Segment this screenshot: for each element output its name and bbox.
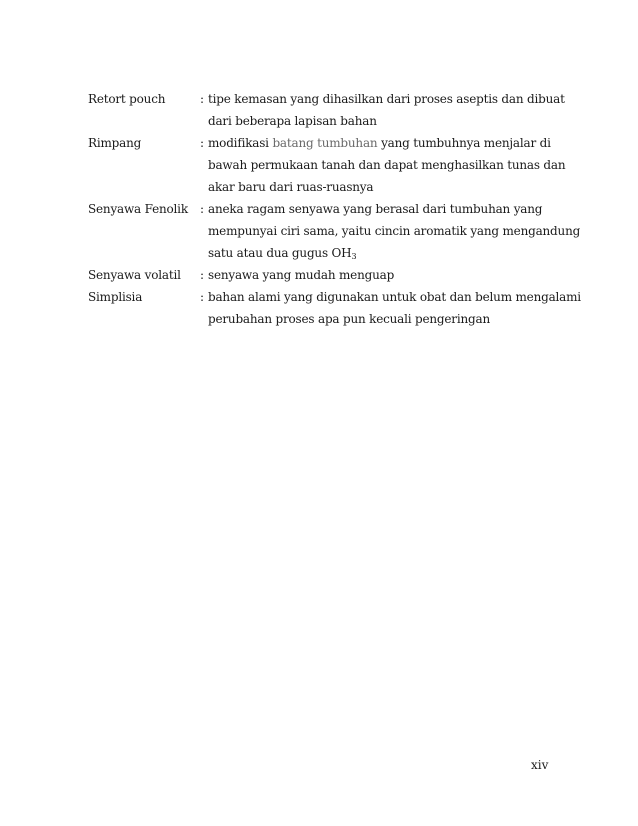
definition-line: mempunyai ciri sama, yaitu cincin aromatik yang mengandung (208, 224, 581, 238)
definition-line: perubahan proses apa pun kecuali pengeringan (208, 312, 490, 326)
glossary-definition (208, 198, 580, 264)
definition-line (208, 242, 580, 264)
glossary-definition (208, 132, 565, 198)
colon-separator: : (200, 92, 204, 106)
definition-line: senyawa yang mudah menguap (208, 268, 395, 282)
glossary-term: Rimpang (88, 136, 142, 150)
glossary-entry-simplisia (88, 286, 581, 330)
colon-separator: : (200, 202, 204, 216)
definition-line: tipe kemasan yang dihasilkan dari proses aseptis dan dibuat (208, 92, 565, 106)
glossary-entry-senyawa-fenolik (88, 198, 581, 264)
glossary-entry-senyawa-volatil (88, 264, 558, 286)
glossary-definition (208, 88, 565, 132)
colon-separator: : (200, 268, 204, 282)
glossary-term: Senyawa volatil (88, 268, 181, 282)
glossary-term: Simplisia (88, 290, 143, 304)
colon-separator: : (200, 136, 204, 150)
definition-line (208, 132, 565, 154)
glossary-term: Retort pouch (88, 92, 166, 106)
glossary-definition (208, 286, 581, 330)
definition-line: bahan alami yang digunakan untuk obat dan belum mengalami (208, 290, 581, 304)
definition-line: dari beberapa lapisan bahan (208, 114, 377, 128)
definition-line: akar baru dari ruas-ruasnya (208, 180, 374, 194)
definition-line: bawah permukaan tanah dan dapat menghasilkan tunas dan (208, 158, 566, 172)
glossary-term: Senyawa Fenolik (88, 202, 188, 216)
definition-text: modifikasi (208, 136, 273, 150)
subscript-text: 3 (351, 252, 357, 261)
glossary-entry-retort-pouch (88, 88, 565, 132)
definition-line: aneka ragam senyawa yang berasal dari tumbuhan yang (208, 202, 543, 216)
glossary-list (88, 88, 581, 330)
definition-text: yang tumbuhnya menjalar di (377, 136, 551, 150)
page-number: xiv (531, 758, 549, 772)
glossary-definition (208, 264, 558, 286)
glossary-entry-rimpang (88, 132, 566, 198)
colon-separator: : (200, 290, 204, 304)
definition-text: satu atau dua gugus OH (208, 246, 352, 260)
batang-tumbuhan-link[interactable]: batang tumbuhan (272, 136, 378, 150)
